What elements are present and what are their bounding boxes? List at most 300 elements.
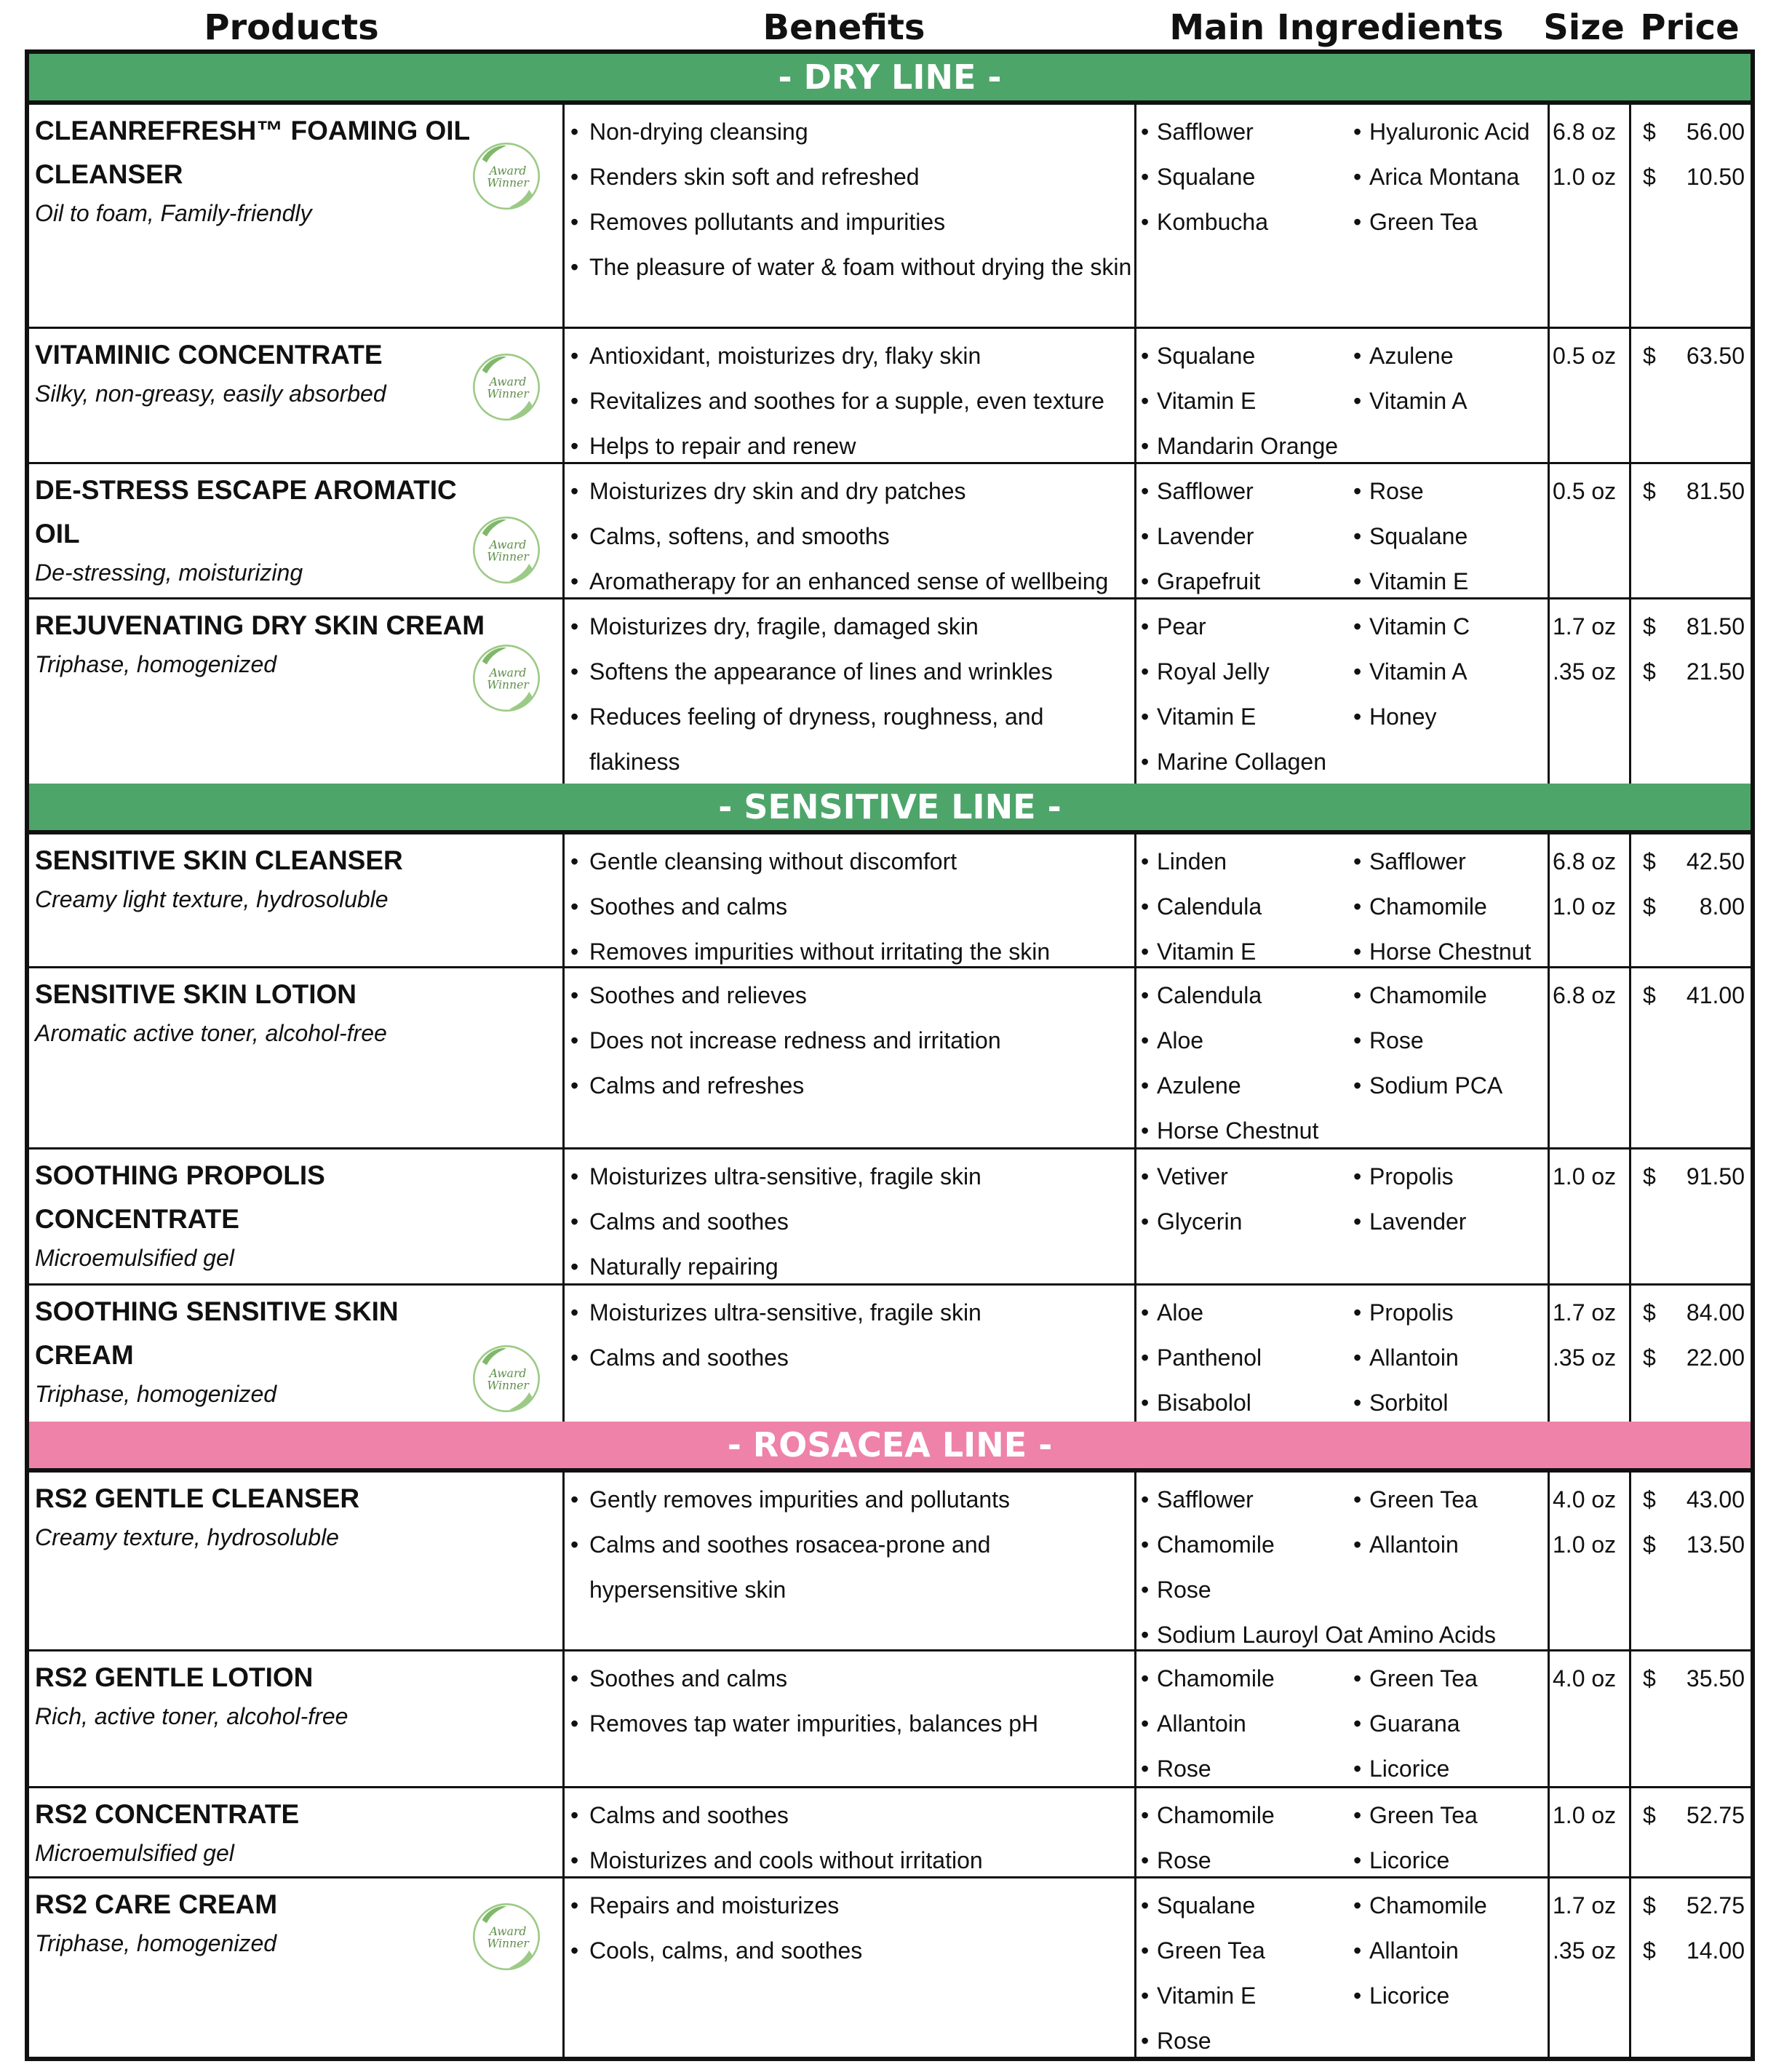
ingredient-item: • Rose bbox=[1141, 2018, 1353, 2063]
ingredient-list bbox=[1141, 1154, 1548, 1244]
size-value: .35 oz bbox=[1553, 1344, 1617, 1371]
product-row bbox=[29, 100, 1751, 327]
size-value: 1.7 oz bbox=[1553, 1299, 1617, 1326]
ingredient-item: • Safflower bbox=[1353, 839, 1550, 884]
price-value: 10.50 bbox=[1686, 164, 1745, 190]
price-value: 52.75 bbox=[1686, 1802, 1745, 1828]
ingredient-item: • Squalane bbox=[1353, 514, 1550, 559]
ingredient-item: • Rose bbox=[1141, 1567, 1353, 1612]
currency-symbol: $ bbox=[1643, 1937, 1656, 1964]
price-line bbox=[1643, 1883, 1745, 1928]
award-badge-text: Award bbox=[489, 538, 527, 551]
product-description: Triphase, homogenized bbox=[35, 1381, 277, 1407]
benefit-item: • Moisturizes ultra-sensitive, fragile skin bbox=[570, 1154, 1134, 1199]
ingredient-item: • Licorice bbox=[1353, 1838, 1550, 1883]
product-cell bbox=[29, 968, 562, 1147]
ingredient-item: • Vetiver bbox=[1141, 1154, 1353, 1199]
ingredient-item: • Vitamin E bbox=[1353, 559, 1550, 604]
price-cell bbox=[1629, 1149, 1751, 1283]
ingredient-item: • Vitamin C bbox=[1353, 604, 1550, 649]
ingredient-item: • Lavender bbox=[1353, 1199, 1550, 1244]
award-winner-badge-icon bbox=[469, 348, 544, 423]
product-name: RS2 GENTLE LOTION bbox=[35, 1662, 314, 1692]
ingredient-item: • Vitamin A bbox=[1353, 649, 1550, 694]
ingredient-item: • Sorbitol bbox=[1353, 1380, 1550, 1425]
price-value: 35.50 bbox=[1686, 1665, 1745, 1692]
price-line bbox=[1643, 839, 1745, 884]
currency-symbol: $ bbox=[1643, 848, 1656, 874]
product-name: CLEANREFRESH™ FOAMING OIL CLEANSER bbox=[35, 116, 470, 189]
price-cell bbox=[1629, 1878, 1751, 2057]
ingredient-item: • Squalane bbox=[1141, 154, 1353, 199]
size-value: 6.8 oz bbox=[1553, 119, 1617, 145]
size-value: 4.0 oz bbox=[1553, 1486, 1617, 1513]
section-band-sensitive: - SENSITIVE LINE - bbox=[29, 784, 1751, 830]
price-line bbox=[1643, 1522, 1745, 1567]
ingredient-item: • Allantoin bbox=[1353, 1335, 1550, 1380]
price-line bbox=[1643, 469, 1745, 514]
product-name: VITAMINIC CONCENTRATE bbox=[35, 340, 383, 370]
section-band-rosacea: - ROSACEA LINE - bbox=[29, 1422, 1751, 1468]
size-cell bbox=[1548, 1286, 1629, 1422]
ingredient-item: • Sodium Lauroyl Oat Amino Acids bbox=[1141, 1612, 1550, 1657]
product-description: Creamy light texture, hydrosoluble bbox=[35, 886, 389, 912]
ingredient-item: • Licorice bbox=[1353, 1746, 1550, 1791]
product-name: RS2 CONCENTRATE bbox=[35, 1799, 300, 1829]
currency-symbol: $ bbox=[1643, 478, 1656, 504]
benefit-item: • Moisturizes and cools without irritation bbox=[570, 1838, 1134, 1883]
ingredient-item: • Horse Chestnut bbox=[1353, 929, 1550, 974]
size-value: 4.0 oz bbox=[1553, 1665, 1617, 1692]
ingredient-item: • Grapefruit bbox=[1141, 559, 1353, 604]
benefit-item: • Helps to repair and renew bbox=[570, 423, 1134, 469]
ingredient-item: • Arica Montana bbox=[1353, 154, 1550, 199]
ingredient-item: • Mandarin Orange bbox=[1141, 423, 1353, 469]
price-line bbox=[1643, 1656, 1745, 1701]
size-value: 1.7 oz bbox=[1553, 1892, 1617, 1918]
ingredient-item: • Marine Collagen bbox=[1141, 739, 1353, 784]
price-value: 63.50 bbox=[1686, 343, 1745, 369]
ingredients-cell bbox=[1134, 464, 1548, 597]
product-name: SOOTHING SENSITIVE SKIN CREAM bbox=[35, 1296, 399, 1370]
benefit-item: • Gentle cleansing without discomfort bbox=[570, 839, 1134, 884]
product-row bbox=[29, 327, 1751, 462]
benefits-cell bbox=[562, 834, 1134, 966]
header-price: Price bbox=[1640, 7, 1740, 48]
ingredient-item: • Allantoin bbox=[1353, 1928, 1550, 1973]
size-cell bbox=[1548, 1149, 1629, 1283]
size-cell bbox=[1548, 105, 1629, 327]
benefit-item: • Calms and soothes bbox=[570, 1335, 1134, 1380]
price-line bbox=[1643, 1793, 1745, 1838]
ingredient-list bbox=[1141, 1656, 1548, 1791]
ingredient-item: • Rose bbox=[1141, 1746, 1353, 1791]
price-value: 84.00 bbox=[1686, 1299, 1745, 1326]
ingredient-item: • Propolis bbox=[1353, 1154, 1550, 1199]
ingredient-item: • Royal Jelly bbox=[1141, 649, 1353, 694]
ingredient-list bbox=[1141, 333, 1548, 469]
benefit-item: • Moisturizes dry, fragile, damaged skin bbox=[570, 604, 1134, 649]
ingredient-item: • Glycerin bbox=[1141, 1199, 1353, 1244]
product-description: Creamy texture, hydrosoluble bbox=[35, 1524, 339, 1550]
benefit-item: • Aromatherapy for an enhanced sense of wellbeing bbox=[570, 559, 1134, 604]
product-description: Microemulsified gel bbox=[35, 1840, 234, 1866]
benefits-cell bbox=[562, 968, 1134, 1147]
ingredient-item: • Safflower bbox=[1141, 109, 1353, 154]
ingredient-item: • Calendula bbox=[1141, 884, 1353, 929]
ingredient-item: • Kombucha bbox=[1141, 199, 1353, 244]
benefits-cell bbox=[562, 105, 1134, 327]
ingredient-item: • Licorice bbox=[1353, 1973, 1550, 2018]
currency-symbol: $ bbox=[1643, 1486, 1656, 1513]
currency-symbol: $ bbox=[1643, 1802, 1656, 1828]
benefit-item: • Does not increase redness and irritation bbox=[570, 1018, 1134, 1063]
ingredient-list bbox=[1141, 1290, 1548, 1425]
price-value: 41.00 bbox=[1686, 982, 1745, 1008]
benefit-item: • Removes tap water impurities, balances pH bbox=[570, 1701, 1134, 1746]
award-badge-text: Award bbox=[489, 164, 527, 178]
size-cell bbox=[1548, 329, 1629, 462]
ingredient-item: • Green Tea bbox=[1141, 1928, 1353, 1973]
currency-symbol: $ bbox=[1643, 1163, 1656, 1190]
benefit-item: • Gently removes impurities and pollutants bbox=[570, 1477, 1134, 1522]
product-description: Triphase, homogenized bbox=[35, 651, 277, 677]
price-cell bbox=[1629, 968, 1751, 1147]
award-winner-badge-icon bbox=[469, 639, 544, 714]
benefit-item: • Removes impurities without irritating the skin bbox=[570, 929, 1134, 974]
price-line bbox=[1643, 109, 1745, 154]
ingredient-list bbox=[1141, 1793, 1548, 1883]
benefit-item: • Non-drying cleansing bbox=[570, 109, 1134, 154]
price-cell bbox=[1629, 464, 1751, 597]
price-line bbox=[1643, 154, 1745, 199]
ingredient-item: • Calendula bbox=[1141, 973, 1353, 1018]
header-size: Size bbox=[1543, 7, 1625, 48]
product-row bbox=[29, 1876, 1751, 2057]
ingredients-cell bbox=[1134, 1473, 1548, 1649]
ingredients-cell bbox=[1134, 1878, 1548, 2057]
benefit-item: • Removes pollutants and impurities bbox=[570, 199, 1134, 244]
product-name: DE-STRESS ESCAPE AROMATIC OIL bbox=[35, 475, 457, 549]
ingredient-item: • Chamomile bbox=[1353, 973, 1550, 1018]
price-line bbox=[1643, 604, 1745, 649]
benefit-item: • Reduces feeling of dryness, roughness, and flakiness bbox=[570, 694, 1134, 784]
size-cell bbox=[1548, 1878, 1629, 2057]
ingredient-item: • Aloe bbox=[1141, 1290, 1353, 1335]
ingredient-item: • Safflower bbox=[1141, 469, 1353, 514]
ingredient-item: • Guarana bbox=[1353, 1701, 1550, 1746]
benefits-cell bbox=[562, 599, 1134, 784]
benefit-item: • Calms and soothes rosacea-prone and hypersensitive skin bbox=[570, 1522, 1134, 1612]
size-value: 0.5 oz bbox=[1553, 478, 1617, 504]
award-badge-text: Award bbox=[489, 375, 527, 388]
ingredient-list bbox=[1141, 469, 1548, 604]
benefit-item: • Soothes and relieves bbox=[570, 973, 1134, 1018]
product-description: Silky, non-greasy, easily absorbed bbox=[35, 380, 386, 407]
benefit-item: • Renders skin soft and refreshed bbox=[570, 154, 1134, 199]
price-line bbox=[1643, 1477, 1745, 1522]
benefit-item: • Calms and refreshes bbox=[570, 1063, 1134, 1108]
price-value: 8.00 bbox=[1699, 893, 1745, 920]
product-row bbox=[29, 966, 1751, 1147]
ingredient-item: • Squalane bbox=[1141, 333, 1353, 378]
size-value: 1.0 oz bbox=[1553, 1163, 1617, 1190]
ingredient-item: • Allantoin bbox=[1353, 1522, 1550, 1567]
price-line bbox=[1643, 1928, 1745, 1973]
ingredients-cell bbox=[1134, 1788, 1548, 1876]
award-badge-text: Winner bbox=[487, 1937, 529, 1951]
price-value: 13.50 bbox=[1686, 1531, 1745, 1558]
price-line bbox=[1643, 649, 1745, 694]
benefit-item: • Revitalizes and soothes for a supple, even texture bbox=[570, 378, 1134, 423]
product-row bbox=[29, 830, 1751, 966]
ingredient-item: • Hyaluronic Acid bbox=[1353, 109, 1550, 154]
award-badge-text: Winner bbox=[487, 550, 529, 564]
price-value: 22.00 bbox=[1686, 1344, 1745, 1371]
benefits-cell bbox=[562, 1788, 1134, 1876]
currency-symbol: $ bbox=[1643, 1531, 1656, 1558]
benefit-item: • Moisturizes ultra-sensitive, fragile skin bbox=[570, 1290, 1134, 1335]
ingredient-item: • Green Tea bbox=[1353, 1793, 1550, 1838]
ingredient-item: • Horse Chestnut bbox=[1141, 1108, 1353, 1153]
size-cell bbox=[1548, 968, 1629, 1147]
price-cell bbox=[1629, 599, 1751, 784]
product-cell bbox=[29, 464, 562, 597]
currency-symbol: $ bbox=[1643, 1299, 1656, 1326]
ingredients-cell bbox=[1134, 1651, 1548, 1786]
product-description: Rich, active toner, alcohol-free bbox=[35, 1703, 349, 1729]
currency-symbol: $ bbox=[1643, 164, 1656, 190]
size-value: .35 oz bbox=[1553, 1937, 1617, 1964]
price-cell bbox=[1629, 329, 1751, 462]
currency-symbol: $ bbox=[1643, 982, 1656, 1008]
award-badge-text: Winner bbox=[487, 678, 529, 692]
ingredient-item: • Vitamin A bbox=[1353, 378, 1550, 423]
currency-symbol: $ bbox=[1643, 658, 1656, 685]
award-badge-text: Winner bbox=[487, 387, 529, 401]
product-description: Triphase, homogenized bbox=[35, 1930, 277, 1956]
size-cell bbox=[1548, 1473, 1629, 1649]
award-badge-text: Winner bbox=[487, 176, 529, 190]
benefits-cell bbox=[562, 1149, 1134, 1283]
benefit-item: • Naturally repairing bbox=[570, 1244, 1134, 1289]
product-row bbox=[29, 1468, 1751, 1649]
size-value: 1.0 oz bbox=[1553, 893, 1617, 920]
ingredient-item: • Vitamin E bbox=[1141, 1973, 1353, 2018]
price-value: 14.00 bbox=[1686, 1937, 1745, 1964]
size-value: 0.5 oz bbox=[1553, 343, 1617, 369]
award-badge-text: Award bbox=[489, 1367, 527, 1380]
size-value: 1.7 oz bbox=[1553, 613, 1617, 639]
product-name: RS2 CARE CREAM bbox=[35, 1889, 278, 1919]
price-value: 81.50 bbox=[1686, 478, 1745, 504]
ingredient-item: • Lavender bbox=[1141, 514, 1353, 559]
ingredients-cell bbox=[1134, 1149, 1548, 1283]
size-value: 1.0 oz bbox=[1553, 1531, 1617, 1558]
price-cell bbox=[1629, 1473, 1751, 1649]
ingredient-item: • Rose bbox=[1141, 1838, 1353, 1883]
ingredient-item: • Green Tea bbox=[1353, 1477, 1550, 1522]
ingredient-item: • Propolis bbox=[1353, 1290, 1550, 1335]
size-value: 1.0 oz bbox=[1553, 1802, 1617, 1828]
benefits-cell bbox=[562, 1286, 1134, 1422]
ingredients-cell bbox=[1134, 329, 1548, 462]
ingredient-item: • Vitamin E bbox=[1141, 694, 1353, 739]
size-value: 6.8 oz bbox=[1553, 982, 1617, 1008]
ingredient-item: • Green Tea bbox=[1353, 1656, 1550, 1701]
benefit-item: • Repairs and moisturizes bbox=[570, 1883, 1134, 1928]
ingredient-item: • Chamomile bbox=[1141, 1522, 1353, 1567]
ingredient-item: • Honey bbox=[1353, 694, 1550, 739]
ingredient-item: • Linden bbox=[1141, 839, 1353, 884]
ingredients-cell bbox=[1134, 1286, 1548, 1422]
award-winner-badge-icon bbox=[469, 137, 544, 212]
award-winner-badge-icon bbox=[469, 1339, 544, 1415]
product-cell bbox=[29, 1149, 562, 1283]
size-cell bbox=[1548, 834, 1629, 966]
price-cell bbox=[1629, 1286, 1751, 1422]
price-value: 43.00 bbox=[1686, 1486, 1745, 1513]
benefit-item: • Calms, softens, and smooths bbox=[570, 514, 1134, 559]
product-row bbox=[29, 1147, 1751, 1283]
size-value: .35 oz bbox=[1553, 658, 1617, 685]
size-value: 6.8 oz bbox=[1553, 848, 1617, 874]
ingredient-item: • Vitamin E bbox=[1141, 378, 1353, 423]
size-value: 1.0 oz bbox=[1553, 164, 1617, 190]
ingredient-item: • Sodium PCA bbox=[1353, 1063, 1550, 1108]
price-value: 52.75 bbox=[1686, 1892, 1745, 1918]
benefit-item: • Cools, calms, and soothes bbox=[570, 1928, 1134, 1973]
award-badge-text: Award bbox=[489, 1925, 527, 1938]
product-cell bbox=[29, 1473, 562, 1649]
price-cell bbox=[1629, 105, 1751, 327]
product-row bbox=[29, 597, 1751, 784]
product-cell bbox=[29, 834, 562, 966]
currency-symbol: $ bbox=[1643, 1344, 1656, 1371]
header-benefits: Benefits bbox=[762, 7, 925, 48]
price-line bbox=[1643, 333, 1745, 378]
size-cell bbox=[1548, 1788, 1629, 1876]
product-name: RS2 GENTLE CLEANSER bbox=[35, 1483, 360, 1513]
size-cell bbox=[1548, 599, 1629, 784]
product-description: Microemulsified gel bbox=[35, 1245, 234, 1271]
product-table bbox=[25, 49, 1755, 2061]
ingredient-item: • Squalane bbox=[1141, 1883, 1353, 1928]
product-cell bbox=[29, 1878, 562, 2057]
currency-symbol: $ bbox=[1643, 119, 1656, 145]
ingredient-list bbox=[1141, 109, 1548, 244]
benefits-cell bbox=[562, 1473, 1134, 1649]
price-value: 21.50 bbox=[1686, 658, 1745, 685]
price-cell bbox=[1629, 1788, 1751, 1876]
header-ingredients: Main Ingredients bbox=[1169, 7, 1504, 48]
benefit-item: • Moisturizes dry skin and dry patches bbox=[570, 469, 1134, 514]
price-value: 81.50 bbox=[1686, 613, 1745, 639]
currency-symbol: $ bbox=[1643, 893, 1656, 920]
currency-symbol: $ bbox=[1643, 343, 1656, 369]
size-cell bbox=[1548, 1651, 1629, 1786]
ingredient-item: • Chamomile bbox=[1353, 884, 1550, 929]
currency-symbol: $ bbox=[1643, 613, 1656, 639]
ingredient-item: • Aloe bbox=[1141, 1018, 1353, 1063]
benefit-item: • Calms and soothes bbox=[570, 1199, 1134, 1244]
product-name: REJUVENATING DRY SKIN CREAM bbox=[35, 610, 485, 640]
benefit-item: • The pleasure of water & foam without drying the skin bbox=[570, 244, 1134, 290]
award-badge-text: Winner bbox=[487, 1379, 529, 1392]
benefit-item: • Softens the appearance of lines and wrinkles bbox=[570, 649, 1134, 694]
price-value: 56.00 bbox=[1686, 119, 1745, 145]
ingredients-cell bbox=[1134, 105, 1548, 327]
ingredient-item: • Rose bbox=[1353, 1018, 1550, 1063]
ingredients-cell bbox=[1134, 834, 1548, 966]
ingredient-list bbox=[1141, 839, 1548, 974]
product-name: SOOTHING PROPOLIS CONCENTRATE bbox=[35, 1160, 325, 1234]
ingredient-item: • Azulene bbox=[1141, 1063, 1353, 1108]
currency-symbol: $ bbox=[1643, 1892, 1656, 1918]
product-row bbox=[29, 1786, 1751, 1876]
ingredient-list bbox=[1141, 604, 1548, 784]
ingredient-item: • Panthenol bbox=[1141, 1335, 1353, 1380]
ingredient-item: • Green Tea bbox=[1353, 199, 1550, 244]
price-cell bbox=[1629, 834, 1751, 966]
benefit-item: • Antioxidant, moisturizes dry, flaky skin bbox=[570, 333, 1134, 378]
ingredients-cell bbox=[1134, 599, 1548, 784]
product-row bbox=[29, 1649, 1751, 1786]
product-cell bbox=[29, 105, 562, 327]
benefits-cell bbox=[562, 1878, 1134, 2057]
ingredient-list bbox=[1141, 1883, 1548, 2063]
product-description: De-stressing, moisturizing bbox=[35, 559, 303, 586]
benefits-cell bbox=[562, 464, 1134, 597]
price-line bbox=[1643, 973, 1745, 1018]
price-value: 42.50 bbox=[1686, 848, 1745, 874]
ingredient-item: • Chamomile bbox=[1141, 1793, 1353, 1838]
price-line bbox=[1643, 1335, 1745, 1380]
ingredients-cell bbox=[1134, 968, 1548, 1147]
product-row bbox=[29, 462, 1751, 597]
price-line bbox=[1643, 1154, 1745, 1199]
award-badge-text: Award bbox=[489, 666, 527, 680]
award-winner-badge-icon bbox=[469, 1897, 544, 1973]
ingredient-item: • Pear bbox=[1141, 604, 1353, 649]
product-name: SENSITIVE SKIN LOTION bbox=[35, 979, 357, 1009]
product-cell bbox=[29, 1651, 562, 1786]
product-cell bbox=[29, 1788, 562, 1876]
ingredient-item: • Allantoin bbox=[1141, 1701, 1353, 1746]
size-cell bbox=[1548, 464, 1629, 597]
ingredient-item: • Chamomile bbox=[1141, 1656, 1353, 1701]
product-name: SENSITIVE SKIN CLEANSER bbox=[35, 845, 403, 875]
ingredient-list bbox=[1141, 1477, 1548, 1657]
ingredient-list bbox=[1141, 973, 1548, 1153]
price-cell bbox=[1629, 1651, 1751, 1786]
product-description: Oil to foam, Family-friendly bbox=[35, 200, 312, 226]
ingredient-item: • Vitamin E bbox=[1141, 929, 1353, 974]
ingredient-item: • Bisabolol bbox=[1141, 1380, 1353, 1425]
product-row bbox=[29, 1283, 1751, 1422]
ingredient-item: • Rose bbox=[1353, 469, 1550, 514]
ingredient-item: • Chamomile bbox=[1353, 1883, 1550, 1928]
benefit-item: • Soothes and calms bbox=[570, 1656, 1134, 1701]
benefits-cell bbox=[562, 1651, 1134, 1786]
benefits-cell bbox=[562, 329, 1134, 462]
product-description: Aromatic active toner, alcohol-free bbox=[35, 1020, 387, 1046]
currency-symbol: $ bbox=[1643, 1665, 1656, 1692]
price-line bbox=[1643, 1290, 1745, 1335]
ingredient-item: • Safflower bbox=[1141, 1477, 1353, 1522]
benefit-item: • Soothes and calms bbox=[570, 884, 1134, 929]
header-products: Products bbox=[204, 7, 379, 48]
